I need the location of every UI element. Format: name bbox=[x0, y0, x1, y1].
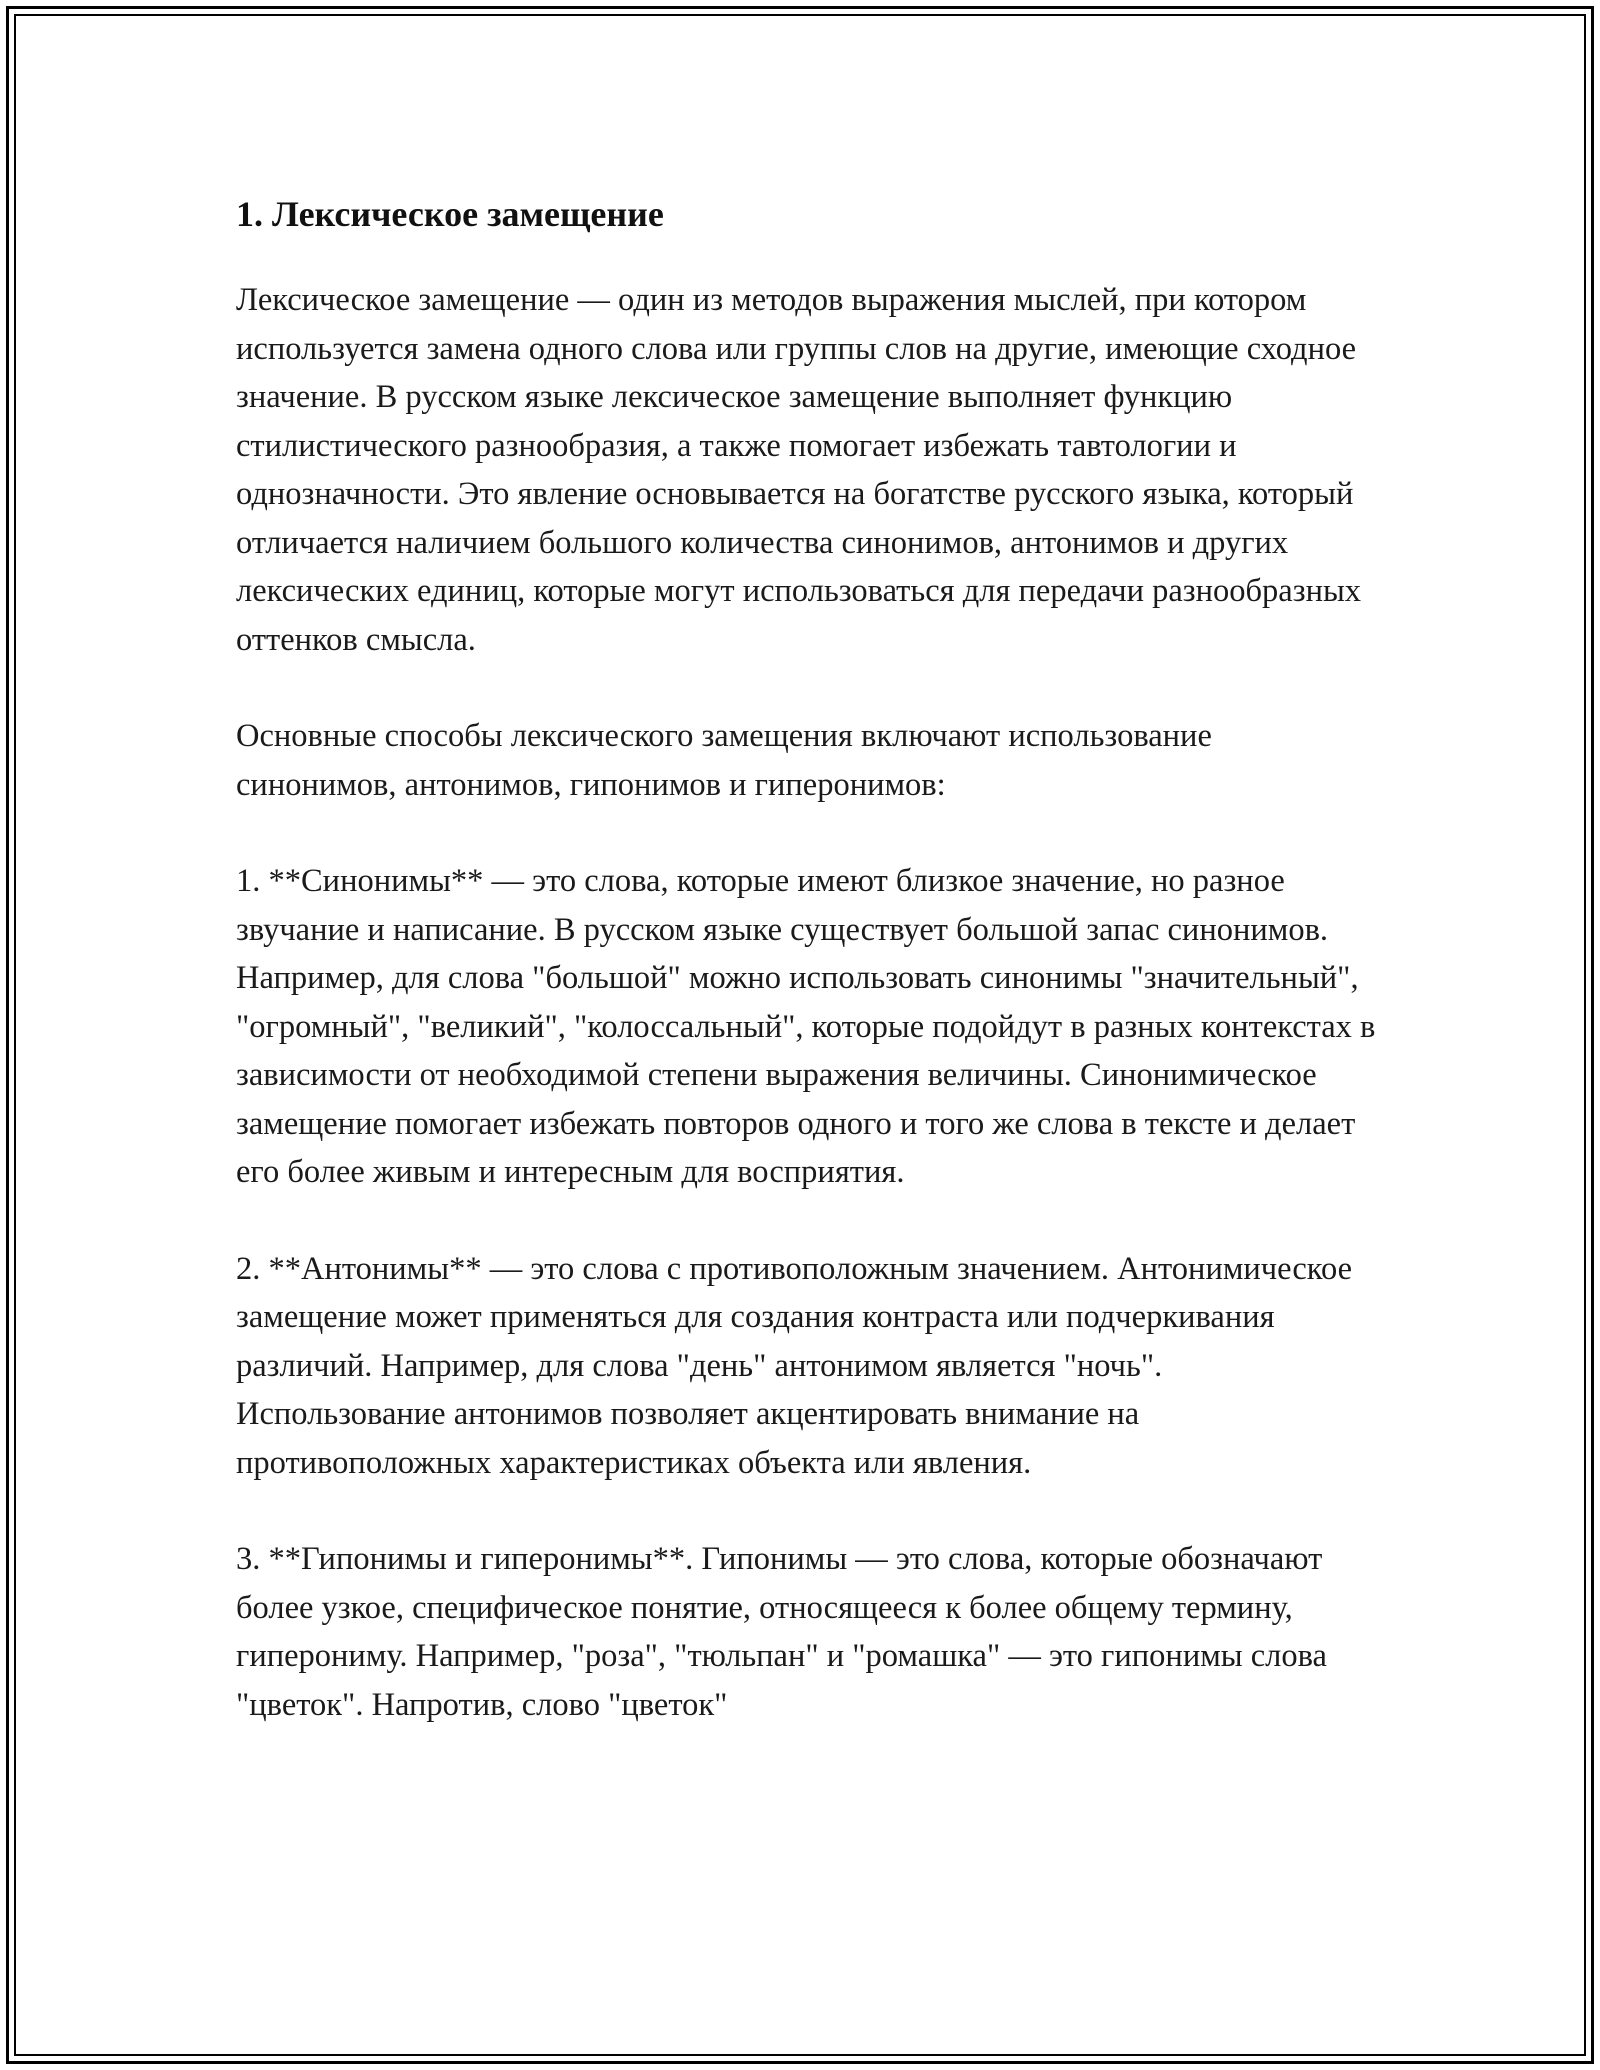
paragraph-antonyms: 2. **Антонимы** — это слова с противоположным значением. Антонимическое замещение может применяться для создания контраста или подчеркивания различий. Например, для слова "день" антонимом является "ночь". Использование антонимов позволяет акцентировать внимание на противоположных характеристиках объекта или явления. bbox=[236, 1250, 1353, 1481]
paragraph-methods: Основные способы лексического замещения включают использование синонимов, антонимов, гипонимов и гиперонимов: bbox=[236, 718, 1212, 803]
paragraph-intro: Лексическое замещение — один из методов выражения мыслей, при котором используется замена одного слова или группы слов на другие, имеющие сходное значение. В русском языке лексическое замещение выполняет функцию стилистического разнообразия, а также помогает избежать тавтологии и однозначности. Это явление основывается на богатстве русского языка, который отличается наличием большого количества синонимов, антонимов и других лексических единиц, которые могут использоваться для передачи разнообразных оттенков смысла. bbox=[236, 282, 1362, 658]
section-heading: 1. Лексическое замещение bbox=[236, 194, 664, 234]
document-body bbox=[236, 186, 1376, 1777]
paragraph-hyponyms: 3. **Гипонимы и гиперонимы**. Гипонимы — это слова, которые обозначают более узкое, специфическое понятие, относящееся к более общему термину, гиперониму. Например, "роза", "тюльпан" и "ромашка" — это гипонимы слова "цветок". Напротив, слово "цветок" bbox=[236, 1541, 1327, 1723]
paragraph-synonyms: 1. **Синонимы** — это слова, которые имеют близкое значение, но разное звучание и написание. В русском языке существует большой запас синонимов. Например, для слова "большой" можно использовать синонимы "значительный", "огромный", "великий", "колоссальный", которые подойдут в разных контекстах в зависимости от необходимой степени выражения величины. Синонимическое замещение помогает избежать повторов одного и того же слова в тексте и делает его более живым и интересным для восприятия. bbox=[236, 863, 1376, 1190]
